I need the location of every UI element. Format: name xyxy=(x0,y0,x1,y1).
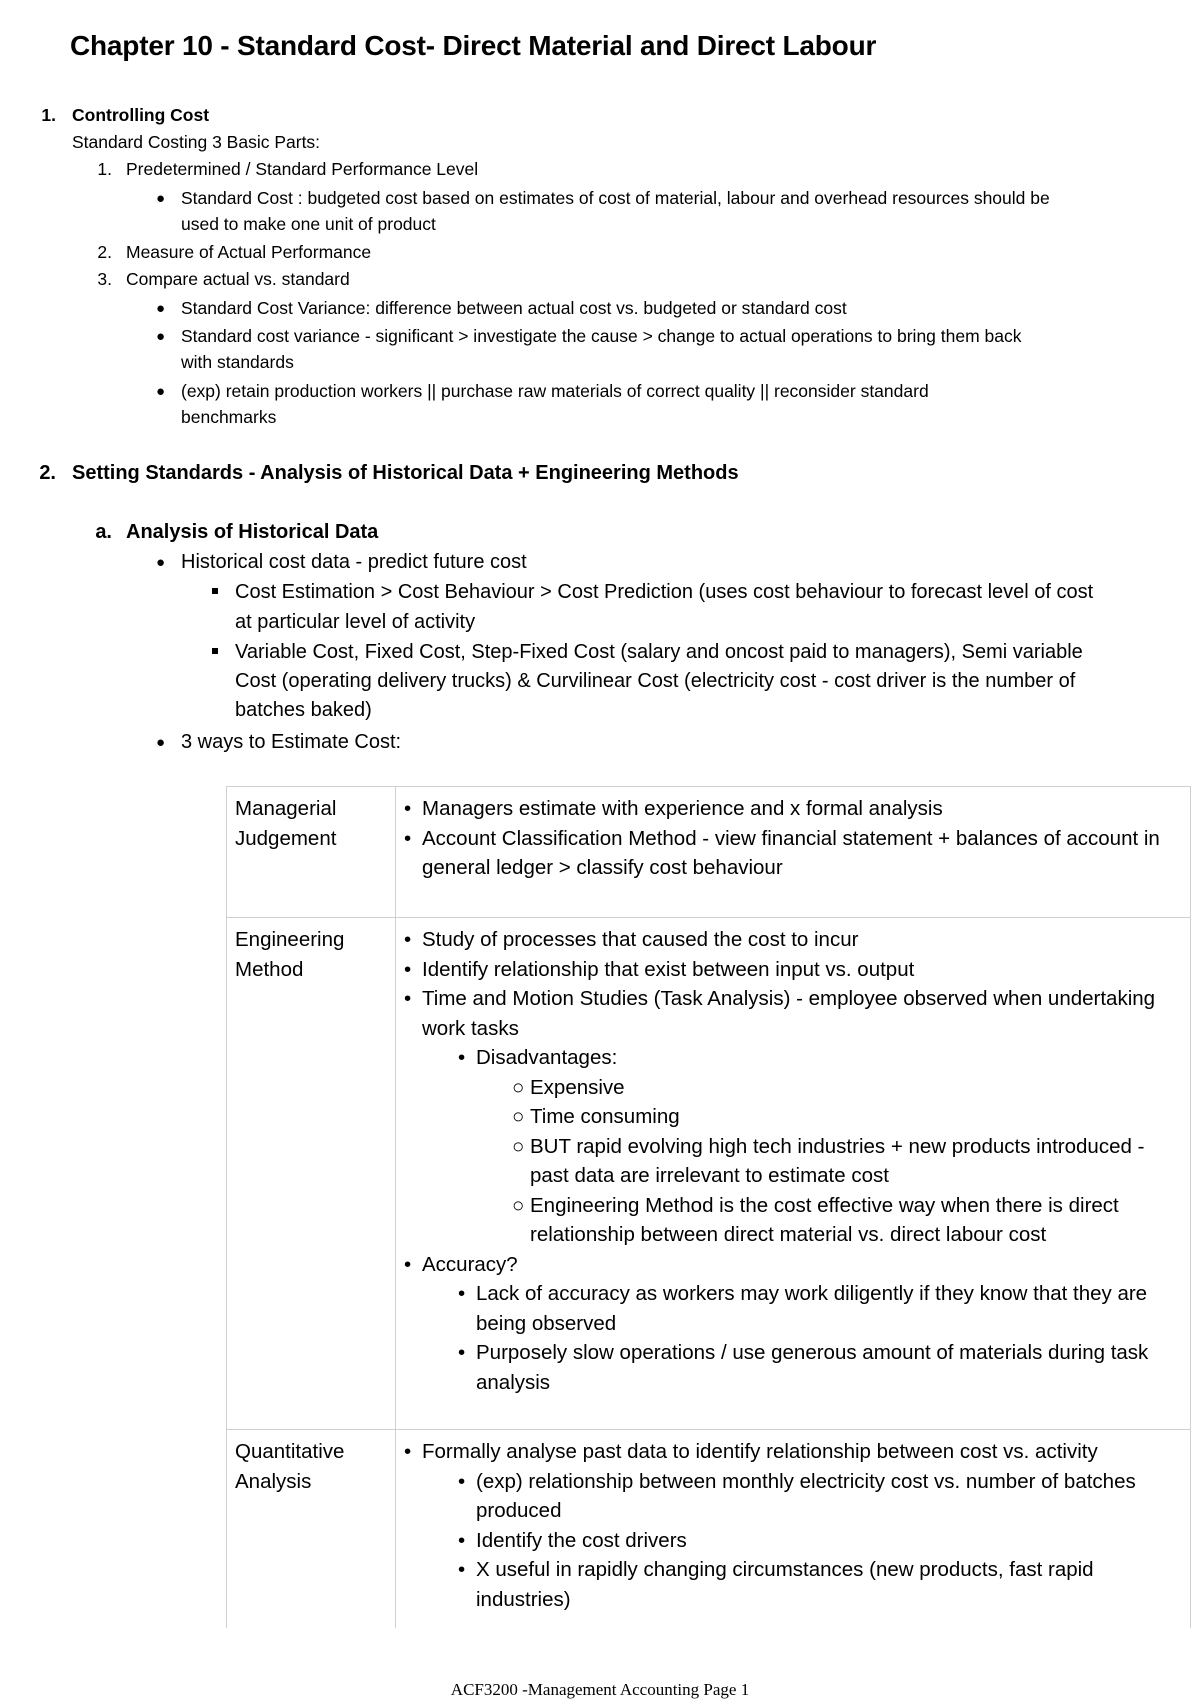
list-item: Identify relationship that exist between input vs. output xyxy=(422,957,915,981)
estimation-line-2: at particular level of activity xyxy=(235,611,476,633)
part-3-bullet-2-line-1: Standard cost variance - significant > investigate the cause > change to actual operations to bring them back xyxy=(181,326,1022,346)
page-title: Chapter 10 - Standard Cost- Direct Material and Direct Labour xyxy=(70,30,877,61)
list-item: Time and Motion Studies (Task Analysis) - employee observed when undertaking work tasks xyxy=(422,987,1156,1040)
part-1-bullet-line-1: Standard Cost : budgeted cost based on estimates of cost of material, labour and overhead resources should be xyxy=(181,188,1050,208)
bullet-dot-icon: ● xyxy=(156,328,166,345)
cost-types-line-3: batches baked) xyxy=(235,699,372,721)
list-item: BUT rapid evolving high tech industries + new products introduced - past data are irrelevant to estimate cost xyxy=(530,1134,1145,1187)
part-1-number: 1. xyxy=(97,159,112,179)
subsection-a-number: a. xyxy=(95,521,112,543)
part-3-bullet-3-line-2: benchmarks xyxy=(181,407,277,427)
part-2-number: 2. xyxy=(97,242,112,262)
bullet-dot-icon: ● xyxy=(156,383,166,400)
list-item: Expensive xyxy=(530,1075,625,1099)
cost-types-line-1: Variable Cost, Fixed Cost, Step-Fixed Cost (salary and oncost paid to managers), Semi variable xyxy=(235,641,1083,663)
page-footer: ACF3200 -Management Accounting Page 1 xyxy=(450,1680,750,1699)
list-item: Study of processes that caused the cost to incur xyxy=(422,928,859,951)
list-item: Formally analyse past data to identify relationship between cost vs. activity xyxy=(422,1440,1098,1463)
part-1-text: Predetermined / Standard Performance Level xyxy=(126,159,479,179)
row-content-managerial: • Managers estimate with experience and x formal analysis • Account Classification Method - view financial statement + balances of account in general ledger > classify cost behaviour xyxy=(396,787,1191,918)
part-3-number: 3. xyxy=(97,269,112,289)
section-2-heading: Setting Standards - Analysis of Historical Data + Engineering Methods xyxy=(72,462,739,484)
table-row xyxy=(227,1430,1191,1629)
row-label-engineering: Engineering Method xyxy=(227,918,396,1430)
part-3-bullet-3-line-1: (exp) retain production workers || purchase raw materials of correct quality || reconsider standard xyxy=(181,381,929,401)
cost-types-line-2: Cost (operating delivery trucks) & Curvilinear Cost (electricity cost - cost driver is the number of xyxy=(235,670,1076,692)
part-3-bullet-2-line-2: with standards xyxy=(181,352,294,372)
part-3-text: Compare actual vs. standard xyxy=(126,269,350,289)
table-row xyxy=(227,918,1191,1430)
estimate-cost-table xyxy=(226,786,1191,1628)
row-label-managerial: Managerial Judgement xyxy=(227,787,396,918)
row-content-engineering: • Study of processes that caused the cost to incur • Identify relationship that exist between input vs. output • Time and Motion Studies (Task Analysis) - employee observed when undertaking work tasks • Disadvantages: ○ Expensive ○ Time consuming ○ BUT rapid evolving high tech industries + new products introduced - past data are irrelevant to estimate cost ○ Engineering Method is the cost effective way when there is direct relationship between direct material vs. direct labour cost • Accuracy? • Lack of accuracy as workers may work diligently if they know that they are being observed • Purposely slow operations / use generous amount of materials during task analysis xyxy=(396,918,1191,1430)
historical-bullet: Historical cost data - predict future cost xyxy=(181,551,527,573)
list-item: Identify the cost drivers xyxy=(476,1528,687,1552)
bullet-dot-icon: ● xyxy=(156,300,166,317)
list-item: Time consuming xyxy=(530,1105,680,1128)
part-3-bullet-1: Standard Cost Variance: difference between actual cost vs. budgeted or standard cost xyxy=(181,298,847,318)
section-1-heading: Controlling Cost xyxy=(72,105,210,125)
row-label-quantitative: Quantitative Analysis xyxy=(227,1430,396,1629)
section-1-number: 1. xyxy=(41,105,56,125)
list-item: Lack of accuracy as workers may work diligently if they know that they are being observed xyxy=(476,1282,1148,1335)
row-content-quantitative: • Formally analyse past data to identify relationship between cost vs. activity • (exp) relationship between monthly electricity cost vs. number of batches produced • Identify the cost drivers • X useful in rapidly changing circumstances (new products, fast rapid industries) xyxy=(396,1430,1191,1629)
list-item: (exp) relationship between monthly electricity cost vs. number of batches produced xyxy=(476,1469,1136,1522)
section-2-number: 2. xyxy=(39,462,56,484)
bullet-dot-icon: ● xyxy=(156,554,166,571)
square-bullet-icon xyxy=(212,648,218,654)
table-row xyxy=(227,787,1191,918)
section-1-intro: Standard Costing 3 Basic Parts: xyxy=(72,132,321,152)
subsection-a-heading: Analysis of Historical Data xyxy=(126,521,379,543)
list-item: Purposely slow operations / use generous amount of materials during task analysis xyxy=(476,1341,1149,1394)
list-item: Disadvantages: xyxy=(476,1046,618,1069)
list-item: Managers estimate with experience and x formal analysis xyxy=(422,797,943,820)
estimation-line-1: Cost Estimation > Cost Behaviour > Cost Prediction (uses cost behaviour to forecast level of cost xyxy=(235,581,1094,603)
list-item: Account Classification Method - view financial statement + balances of account in general ledger > classify cost behaviour xyxy=(422,826,1160,879)
list-item: X useful in rapidly changing circumstances (new products, fast rapid industries) xyxy=(476,1558,1094,1611)
square-bullet-icon xyxy=(212,588,218,594)
bullet-dot-icon: ● xyxy=(156,734,166,751)
list-item: Engineering Method is the cost effective way when there is direct relationship between direct material vs. direct labour cost xyxy=(530,1193,1119,1246)
ways-bullet: 3 ways to Estimate Cost: xyxy=(181,731,402,753)
part-2-text: Measure of Actual Performance xyxy=(126,242,372,262)
list-item: Accuracy? xyxy=(422,1252,518,1276)
part-1-bullet-line-2: used to make one unit of product xyxy=(181,214,436,234)
bullet-dot-icon: ● xyxy=(156,190,166,207)
